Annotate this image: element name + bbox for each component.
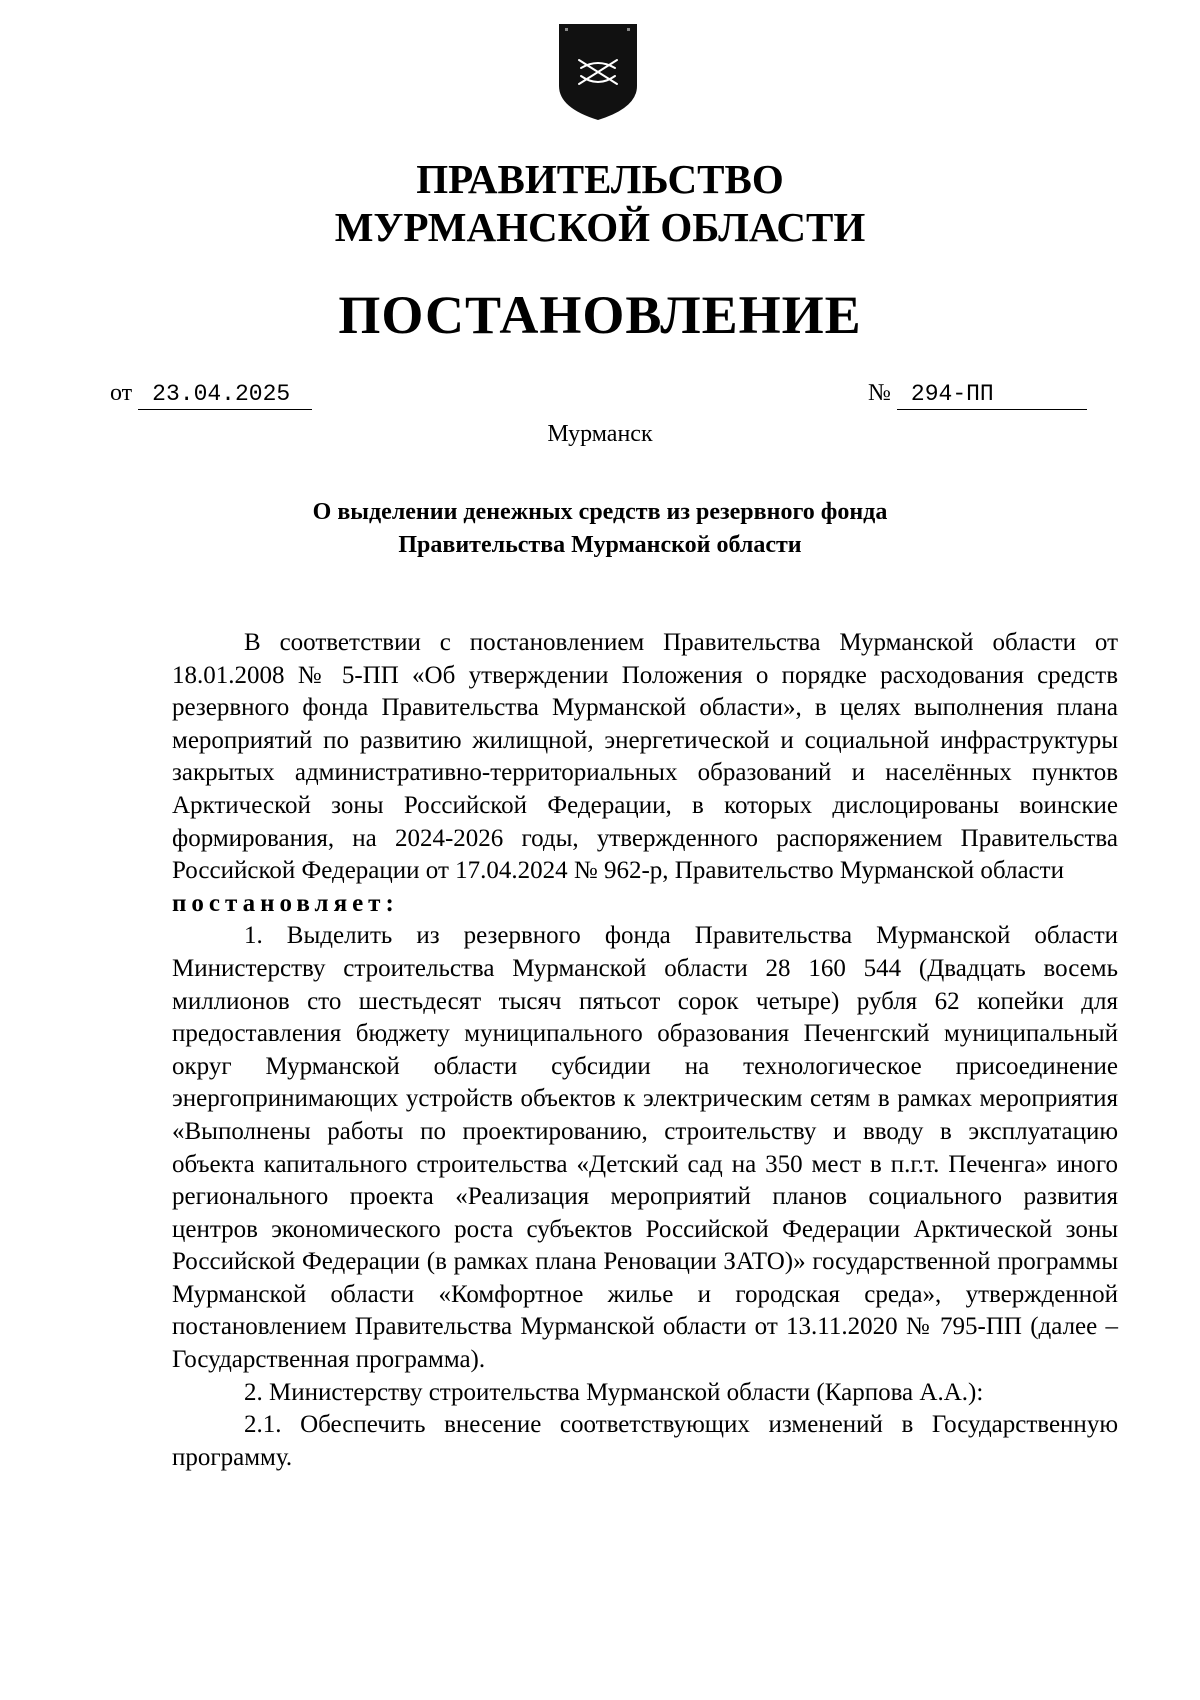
document-date: 23.04.2025 bbox=[138, 379, 312, 410]
document-title bbox=[0, 496, 1200, 562]
document-body bbox=[172, 627, 1118, 1474]
document-title-line1: О выделении денежных средств из резервного фонда bbox=[312, 499, 888, 525]
coat-of-arms-emblem bbox=[555, 22, 641, 122]
issue-city: Мурманск bbox=[547, 421, 653, 447]
clause-2-1-paragraph: 2.1. Обеспечить внесение соответствующих изменений в Государственную программу. bbox=[172, 1411, 1118, 1471]
preamble-paragraph: В соответствии с постановлением Правительства Мурманской области от 18.01.2008 № 5-ПП «Об утверждении Положения о порядке расходования средств резервного фонда Правительства Мурманской области», в целях выполнения плана мероприятий по развитию жилищной, энергетической и социальной инфраструктуры закрытых административно-территориальных образований и населённых пунктов Арктической зоны Российской Федерации, в которых дислоцированы воинские формирования, на 2024-2026 годы, утвержденного распоряжением Правительства Российской Федерации от 17.04.2024 № 962-р, Правительство Мурманской области bbox=[172, 629, 1118, 885]
number-prefix: № bbox=[868, 380, 891, 406]
organization-name-line2: МУРМАНСКОЙ ОБЛАСТИ bbox=[334, 204, 866, 250]
date-prefix: от bbox=[110, 380, 133, 406]
organization-name-line1: ПРАВИТЕЛЬСТВО bbox=[416, 156, 784, 202]
document-number: 294-ПП bbox=[897, 379, 1087, 410]
document-type-heading: ПОСТАНОВЛЕНИЕ bbox=[338, 285, 862, 345]
decree-word: постановляет: bbox=[172, 889, 399, 917]
clause-2-paragraph: 2. Министерству строительства Мурманской области (Карпова А.А.): bbox=[244, 1378, 984, 1406]
document-title-line2: Правительства Мурманской области bbox=[398, 532, 802, 558]
clause-1-paragraph: 1. Выделить из резервного фонда Правительства Мурманской области Министерству строительства Мурманской области 28 160 544 (Двадцать восемь миллионов сто шестьдесят тысяч пятьсот сорок четыре) рубля 62 копейки для предоставления бюджету муниципального образования Печенгский муниципальный округ Мурманской области субсидии на технологическое присоединение энергопринимающих устройств объектов к электрическим сетям в рамках мероприятия «Выполнены работы по проектированию, строительству и вводу в эксплуатацию объекта капитального строительства «Детский сад на 350 мест в п.г.т. Печенга» иного регионального проекта «Реализация мероприятий планов социального развития центров экономического роста субъектов Российской Федерации Арктической зоны Российской Федерации (в рамках плана Реновации ЗАТО)» государственной программы Мурманской области «Комфортное жилье и городская среда», утвержденной постановлением Правительства Мурманской области от 13.11.2020 № 795-ПП (далее – Государственная программа). bbox=[172, 922, 1118, 1374]
document-number-block bbox=[868, 378, 1087, 410]
document-date-block bbox=[110, 378, 312, 410]
